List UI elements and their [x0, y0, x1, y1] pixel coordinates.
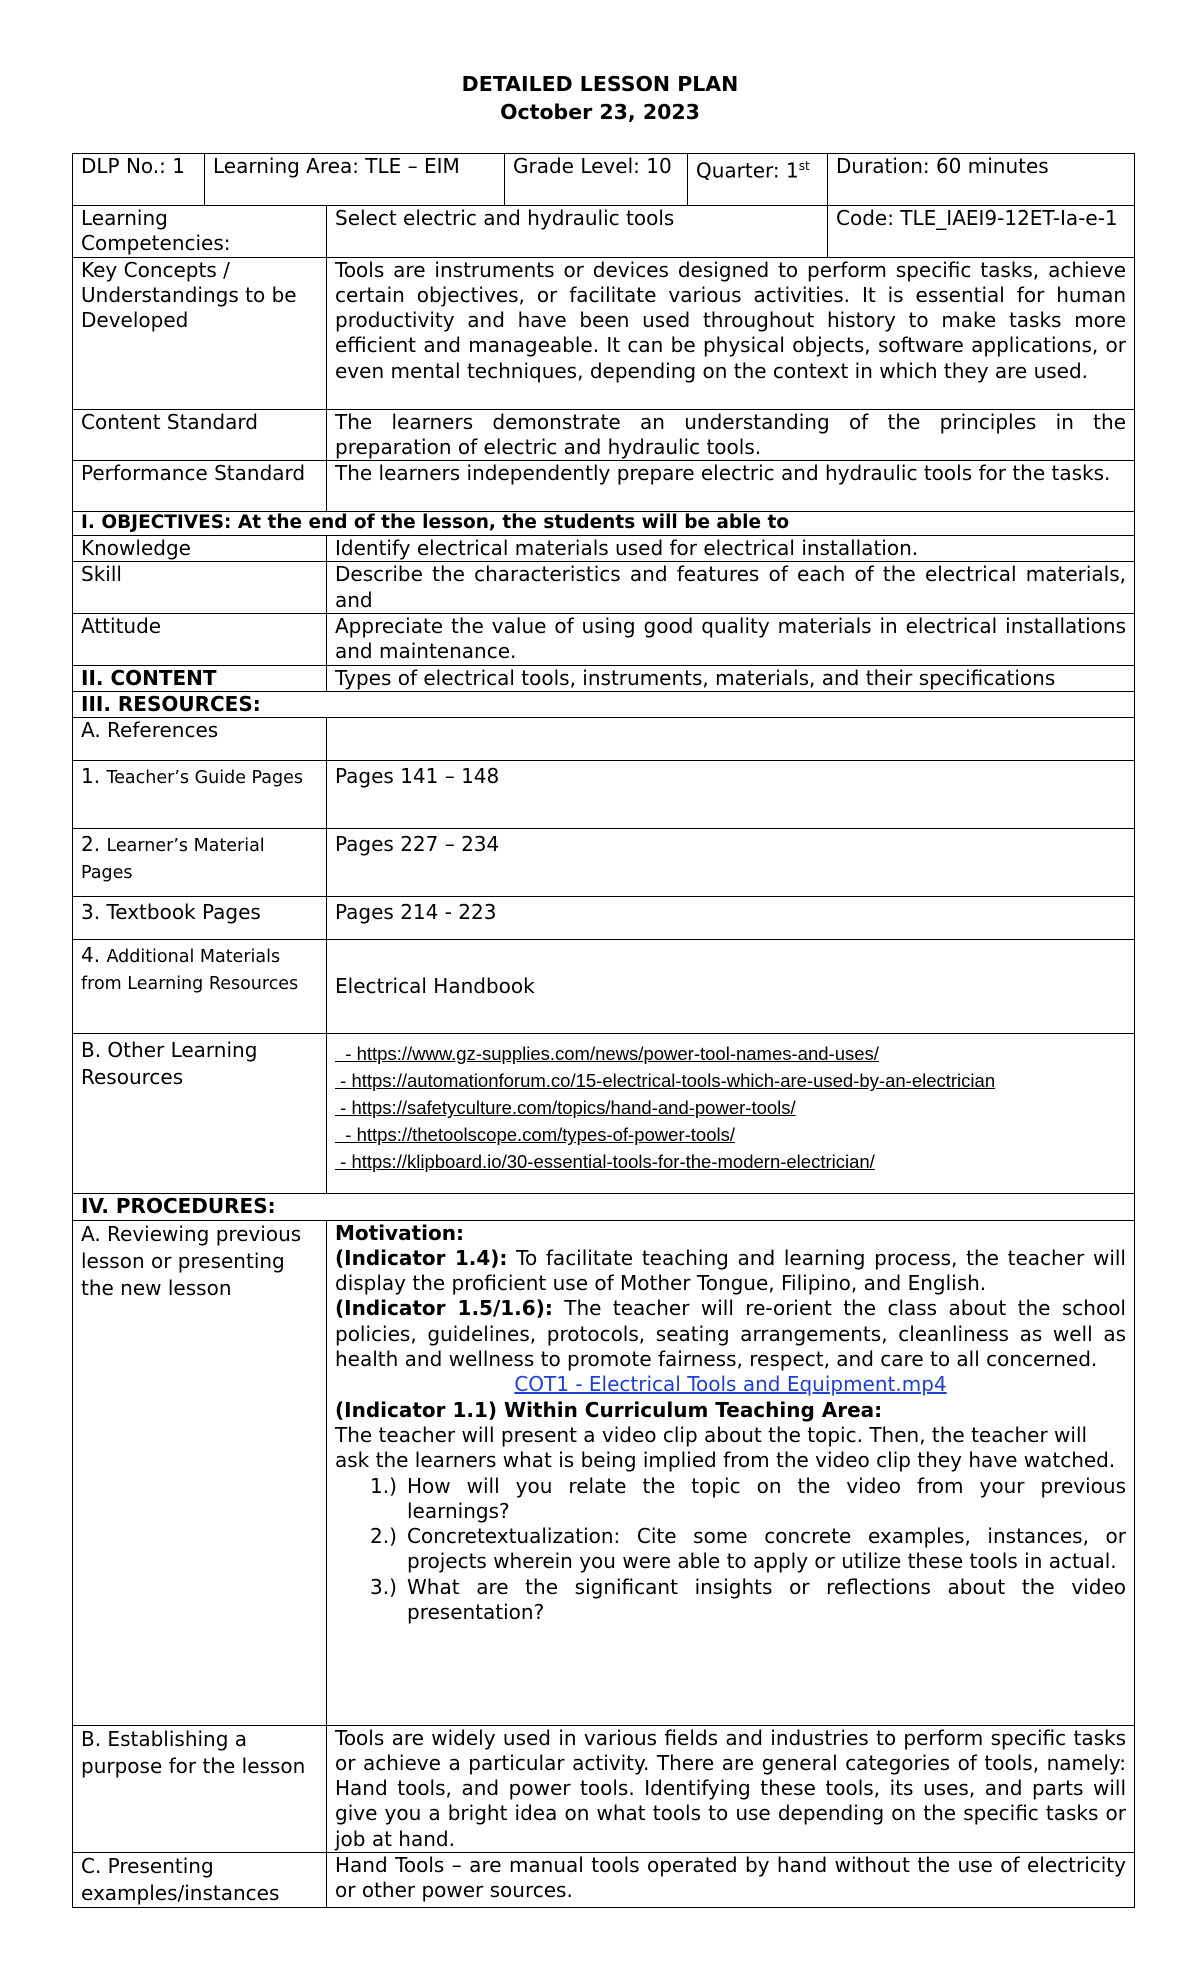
procedures-heading: IV. PROCEDURES: [73, 1194, 1135, 1220]
quarter-suffix: st [798, 159, 810, 173]
indicator-1-5-label: (Indicator 1.5/1.6): [335, 1296, 553, 1321]
other-resources-label: B. Other Learning Resources [73, 1034, 327, 1194]
resource-link-3[interactable]: - https://safetyculture.com/topics/hand-and-power-tools/ [335, 1097, 796, 1119]
textbook-row [73, 897, 1135, 940]
procedures-heading-row [73, 1194, 1135, 1220]
performance-standard-value: The learners independently prepare electric and hydraulic tools for the tasks. [327, 461, 1135, 512]
indicator-1-5-text: The teacher will re-orient the class about the school policies, guidelines, protocols, seating arrangements, cleanliness as well as health and wellness to promote fairness, respect, and care to all concerned. [335, 1296, 1126, 1372]
learners-material-label [73, 829, 327, 897]
objectives-heading-row [73, 512, 1135, 536]
info-row [73, 154, 1135, 206]
resource-link-5[interactable]: - https://klipboard.io/30-essential-tools-for-the-modern-electrician/ [335, 1151, 875, 1173]
teachers-guide-label [73, 761, 327, 829]
teachers-guide-text: Teacher’s Guide Pages [106, 768, 304, 789]
dlp-number: DLP No.: 1 [73, 154, 205, 206]
references-label: A. References [73, 718, 327, 761]
content-standard-row [73, 409, 1135, 461]
textbook-pages: Pages 214 - 223 [327, 897, 1135, 940]
resource-link-4[interactable]: - https://thetoolscope.com/types-of-power-tools/ [335, 1124, 735, 1146]
other-resources-links [327, 1034, 1135, 1194]
key-concepts-value: Tools are instruments or devices designed to perform specific tasks, achieve certain objectives, or facilitate various activities. It is essential for human productivity and have been used throughout history to make tasks more efficient and manageable. It can be physical objects, software applications, or even mental techniques, depending on the context in which they are used. [327, 257, 1135, 409]
question-item [370, 1473, 1126, 1525]
resource-link-2[interactable]: - https://automationforum.co/15-electrical-tools-which-are-used-by-an-electrician [335, 1070, 996, 1092]
procedure-c-row [73, 1853, 1135, 1908]
question-text: What are the significant insights or reflections about the video presentation? [407, 1574, 1126, 1625]
grade-level: Grade Level: 10 [505, 154, 688, 206]
content-row [73, 665, 1135, 691]
indicator-1-4 [335, 1246, 1126, 1297]
learning-area: Learning Area: TLE – EIM [205, 154, 505, 206]
teachers-guide-row [73, 761, 1135, 829]
teachers-guide-number: 1. [81, 764, 101, 789]
indicator-1-1-text: The teacher will present a video clip about the topic. Then, the teacher will ask the learners what is being implied from the video clip they have watched. [335, 1422, 1116, 1473]
learners-material-number: 2. [81, 832, 101, 857]
procedure-a-label: A. Reviewing previous lesson or presenting the new lesson [73, 1220, 327, 1725]
question-number: 2.) [370, 1524, 397, 1549]
question-text: How will you relate the topic on the video from your previous learnings? [407, 1473, 1126, 1523]
procedure-b-row [73, 1725, 1135, 1852]
duration: Duration: 60 minutes [828, 154, 1135, 206]
learners-material-text: Learner’s Material Pages [81, 836, 265, 884]
references-row [73, 718, 1135, 761]
document-date: October 23, 2023 [500, 100, 700, 124]
motivation-heading: Motivation: [335, 1220, 464, 1245]
performance-standard-label: Performance Standard [73, 461, 327, 512]
learners-material-row [73, 829, 1135, 897]
content-standard-value: The learners demonstrate an understanding of the principles in the preparation of electric and hydraulic tools. [327, 409, 1135, 461]
references-value [327, 718, 1135, 761]
quarter [688, 154, 828, 206]
knowledge-row [73, 536, 1135, 562]
other-resources-row [73, 1034, 1135, 1194]
additional-materials-value: Electrical Handbook [327, 940, 1135, 1034]
learners-material-pages: Pages 227 – 234 [327, 829, 1135, 897]
additional-materials-number: 4. [81, 943, 101, 968]
skill-label: Skill [73, 562, 327, 614]
content-standard-label: Content Standard [73, 409, 327, 461]
indicator-1-1-label: (Indicator 1.1) Within Curriculum Teaching Area: [335, 1397, 883, 1422]
lesson-plan-table [72, 153, 1135, 1908]
key-concepts-label: Key Concepts / Understandings to be Developed [73, 257, 327, 409]
question-item [370, 1524, 1126, 1575]
skill-row [73, 562, 1135, 614]
indicator-1-4-label: (Indicator 1.4): [335, 1245, 508, 1270]
key-concepts-row [73, 257, 1135, 409]
indicator-1-4-text: To facilitate teaching and learning process, the teacher will display the proficient use of Mother Tongue, Filipino, and English. [335, 1245, 1126, 1296]
question-list [335, 1474, 1126, 1626]
knowledge-label: Knowledge [73, 536, 327, 562]
content-value: Types of electrical tools, instruments, materials, and their specifications [327, 665, 1135, 691]
objectives-heading: I. OBJECTIVES: At the end of the lesson, the students will be able to [73, 512, 1135, 536]
procedure-a-row [73, 1220, 1135, 1725]
question-number: 1.) [370, 1473, 397, 1498]
question-text: Concretextualization: Cite some concrete examples, instances, or projects wherein you were able to apply or utilize these tools in actual. [407, 1524, 1126, 1574]
additional-materials-label [73, 940, 327, 1034]
question-item [370, 1574, 1126, 1626]
question-number: 3.) [370, 1574, 397, 1599]
attitude-row [73, 614, 1135, 666]
competencies-value: Select electric and hydraulic tools [327, 206, 828, 258]
skill-value: Describe the characteristics and features of each of the electrical materials, and [327, 562, 1135, 614]
performance-standard-row [73, 461, 1135, 512]
procedure-b-text: Tools are widely used in various fields and industries to perform specific tasks or achieve a particular activity. There are general categories of tools, namely: Hand tools, and power tools. Identifying these tools, its uses, and parts will give you a bright idea on what tools to use depending on the specific tasks or job at hand. [327, 1725, 1135, 1852]
resources-heading-row [73, 691, 1135, 717]
textbook-label: 3. Textbook Pages [73, 897, 327, 940]
content-label: II. CONTENT [73, 665, 327, 691]
additional-materials-text: Additional Materials from Learning Resources [81, 947, 299, 995]
attitude-label: Attitude [73, 614, 327, 666]
additional-materials-row [73, 940, 1135, 1034]
attitude-value: Appreciate the value of using good quality materials in electrical installations and maintenance. [327, 614, 1135, 666]
resource-link-1[interactable]: - https://www.gz-supplies.com/news/power-tool-names-and-uses/ [335, 1043, 879, 1065]
procedure-c-label: C. Presenting examples/instances [73, 1853, 327, 1908]
competencies-row [73, 206, 1135, 258]
quarter-label: Quarter: 1 [696, 158, 799, 183]
indicator-1-5-1-6 [335, 1296, 1126, 1372]
knowledge-value: Identify electrical materials used for electrical installation. [327, 536, 1135, 562]
procedure-a-content [327, 1220, 1135, 1725]
teachers-guide-pages: Pages 141 – 148 [327, 761, 1135, 829]
video-link[interactable]: COT1 - Electrical Tools and Equipment.mp4 [514, 1372, 947, 1397]
resources-heading: III. RESOURCES: [73, 691, 1135, 717]
competencies-label: Learning Competencies: [73, 206, 327, 258]
competency-code: Code: TLE_IAEI9-12ET-Ia-e-1 [828, 206, 1135, 258]
procedure-b-label: B. Establishing a purpose for the lesson [73, 1725, 327, 1852]
document-title: DETAILED LESSON PLAN [461, 72, 739, 96]
procedure-c-text: Hand Tools – are manual tools operated by hand without the use of electricity or other power sources. [327, 1853, 1135, 1908]
